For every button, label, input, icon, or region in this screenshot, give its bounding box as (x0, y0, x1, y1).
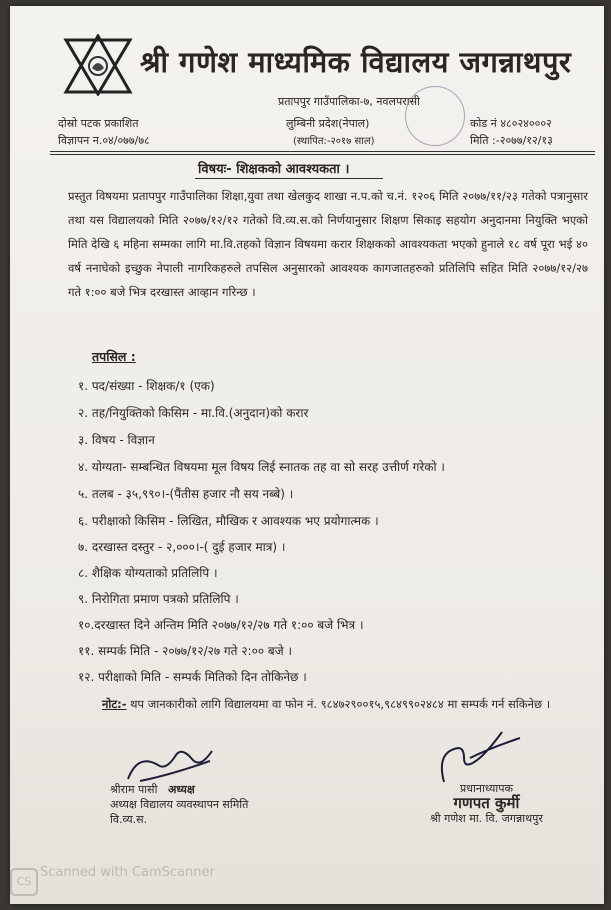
header-divider (50, 151, 595, 152)
list-item: १०.दरखास्त दिने अन्तिम मिति २०७७/१२/२७ गते १:०० बजे भित्र । (78, 618, 364, 632)
subject-line: विषयः- शिक्षकको आवश्यकता । (198, 162, 350, 177)
list-item: ११. सम्पर्क मिति - २०७७/१२/२७ गते २:०० बजे । (78, 644, 293, 658)
list-item: २. तह/नियुक्तिको किसिम - मा.वि.(अनुदान)को करार (78, 406, 309, 420)
list-item: ६. परीक्षाको किसिम - लिखित, मौखिक र आवश्यक भए प्रयोगात्मक । (78, 514, 379, 528)
footnote (102, 690, 597, 718)
camscanner-logo-icon: CS (10, 868, 38, 896)
address-line-1: प्रतापपुर गाउँपालिका-७, नवलपरासी (278, 95, 420, 108)
right-signer-name: गणपत कुर्मी (453, 794, 520, 812)
established-year: (स्थापित:-२०१७ साल) (293, 136, 375, 147)
list-item: ८. शैक्षिक योग्यताको प्रतिलिपि । (78, 566, 218, 580)
list-item: १. पद/संख्या - शिक्षक/१ (एक) (78, 379, 215, 393)
right-signer-school: श्री गणेश मा. वि. जगन्नाथपुर (430, 812, 543, 825)
signature-left (110, 782, 248, 827)
note-text: थप जानकारीको लागि विद्यालयमा वा फोन नं. ९८४७२९००१५,९८४९९०२४८४ मा सम्पर्क गर्न सकिनेछ । (126, 697, 551, 711)
document-page (10, 6, 604, 904)
subject-underline (195, 178, 383, 179)
list-item: ७. दरखास्त दस्तुर - २,०००।-( दुई हजार मात्र) । (78, 540, 286, 554)
school-emblem-icon (62, 34, 134, 96)
header-divider-2 (50, 154, 595, 155)
signature-right (430, 781, 543, 826)
list-item: ९. निरोगिता प्रमाण पत्रको प्रतिलिपि । (78, 592, 239, 606)
left-signer-abbrev: वि.व्य.स. (110, 813, 148, 826)
right-signer-role: प्रधानाध्यापक (460, 782, 513, 795)
school-title: श्री गणेश माध्यमिक विद्यालय जगन्नाथपुर (140, 45, 572, 79)
signature-right-icon (430, 728, 540, 788)
list-item: ४. योग्यता- सम्बन्धित विषयमा मूल विषय लिई स्नातक तह वा सो सरह उत्तीर्ण गरेको । (78, 460, 445, 474)
list-item: १२. परीक्षाको मिति - सम्पर्क मितिको दिन तोकिनेछ । (78, 670, 307, 684)
list-item: ३. विषय - विज्ञान (78, 433, 155, 447)
scanner-watermark: Scanned with CamScanner (40, 865, 215, 880)
section-title: तपसिल : (92, 349, 136, 364)
left-signer-role: अध्यक्ष (167, 783, 195, 796)
left-signer-committee: अध्यक्ष विद्यालय व्यवस्थापन समिति (110, 798, 249, 811)
address-line-2: लुम्बिनी प्रदेश(नेपाल) (286, 117, 370, 130)
notice-number: विज्ञापन न.०४/०७७/७८ (58, 134, 150, 147)
notice-date: मिति :-२०७७/१२/१३ (470, 134, 553, 147)
left-signer-name: श्रीराम पासी (110, 783, 158, 796)
body-paragraph: प्रस्तुत विषयमा प्रतापपुर गाउँपालिका शिक्षा,युवा तथा खेलकुद शाखा न.प.को च.नं. १२०६ मिति २०७७/११/२३ गतेको पत्रानुसार तथा यस विद्यालयको मिति २०७७/१२/१२ गतेको वि.व्य.स.को निर्णयानुसार शिक्षण सिकाइ सहयोग अनुदानमा नियुक्ति भएको मिति देखि ६ महिना सम्मका लागि मा.वि.तहको विज्ञान विषयमा करार शिक्षकको आवश्यकता भएको हुनाले १८ वर्ष पूरा भई ४० वर्ष ननाघेको इच्छुक नेपाली नागरिकहरुले तपसिल अनुसारको आवश्यक कागजातहरुको प्रतिलिपि सहित मिति २०७७/१२/२७ गते १:०० बजे भित्र दरखास्त आव्हान गरिन्छ । (68, 189, 588, 299)
school-code: कोड नं ४८०२४०००२ (470, 117, 552, 130)
round-stamp (405, 86, 465, 146)
note-label: नोट:- (102, 697, 127, 711)
publication-note: दोस्रो पटक प्रकाशित (58, 117, 139, 130)
list-item: ५. तलब - ३५,९९०।-(पैंतीस हजार नौ सय नब्बे) । (78, 487, 294, 501)
